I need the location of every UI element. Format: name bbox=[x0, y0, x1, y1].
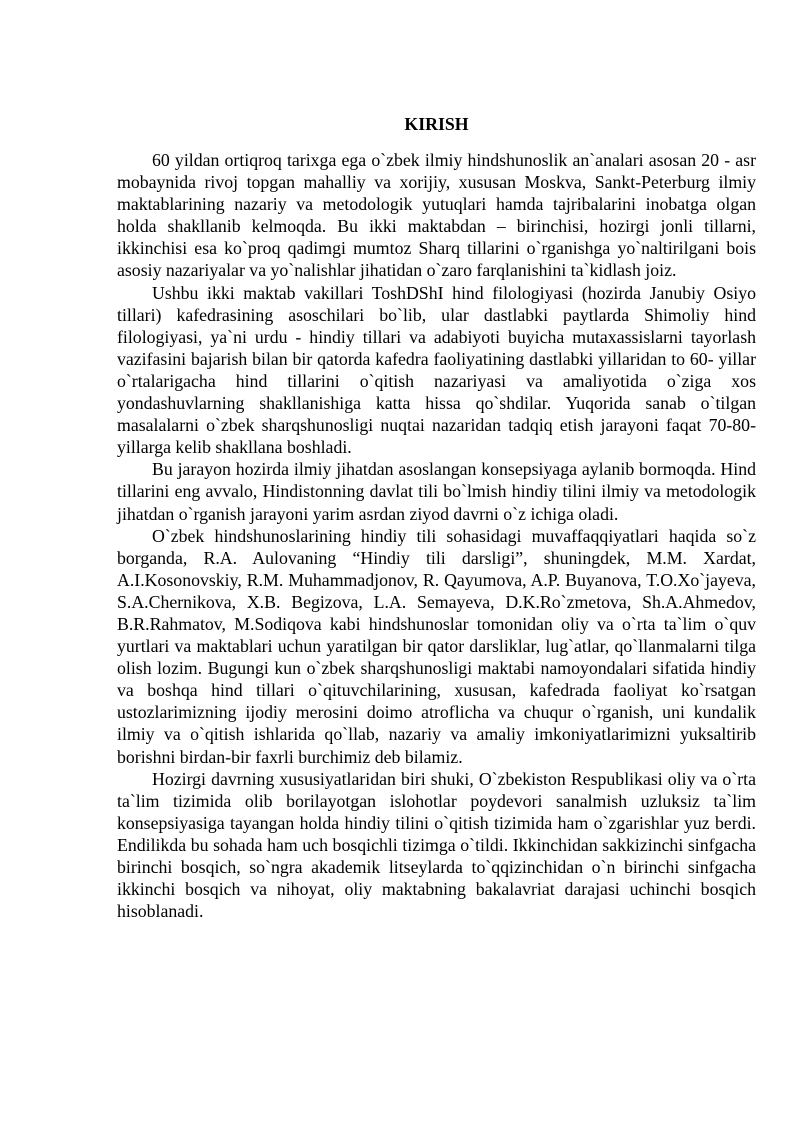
section-title: KIRISH bbox=[404, 114, 469, 134]
paragraph-4: O`zbek hindshunoslarining hindiy tili sohasidagi muvaffaqqiyatlari haqida so`z borganda, R.A. Aulovaning “Hindiy tili darsligi”, shuningdek, M.M. Xardat, A.I.Kosonovskiy, R.M. Muhammadjonov, R. Qayumova, A.P. Buyanova, T.O.Xo`jayeva, S.A.Chernikova, X.B. Begizova, L.A. Semayeva, D.K.Ro`zmetova, Sh.A.Ahmedov, B.R.Rahmatov, M.Sodiqova kabi hindshunoslar tomonidan oliy va o`rta ta`lim o`quv yurtlari va maktablari uchun yaratilgan bir qator darsliklar, lug`atlar, qo`llanmalarni tilga olish lozim. Bugungi kun o`zbek sharqshunosligi maktabi namoyondalari sifatida hindiy va boshqa hind tillari o`qituvchilarining, xususan, kafedrada faoliyat ko`rsatgan ustozlarimizning ijodiy merosini doimo atroflicha va chuqur o`rganish, uni kundalik ilmiy va o`qitish ishlarida qo`llab, nazariy va amaliy imkoniyatlarimizni yuksaltirib borishni birdan-bir faxrli burchimiz deb bilamiz. bbox=[117, 525, 756, 767]
paragraph-2: Ushbu ikki maktab vakillari ToshDShI hind filologiyasi (hozirda Janubiy Osiyo tillari) kafedrasining asoschilari bo`lib, ular dastlabki paytlarda Shimoliy hind filologiyasi, ya`ni urdu - hindiy tillari va adabiyoti buyicha mutaxassislarni tayorlash vazifasini bajarish bilan bir qatorda kafedra faoliyatining dastlabki yillaridan to 60- yillar o`rtalarigacha hind tillarini o`qitish nazariyasi va amaliyotida o`ziga xos yondashuvlarning shakllanishiga katta hissa qo`shdilar. Yuqorida sanab o`tilgan masalalarni o`zbek sharqshunosligi nuqtai nazaridan tadqiq etish jarayoni faqat 70-80-yillarga kelib shakllana boshladi. bbox=[117, 282, 756, 458]
paragraph-3: Bu jarayon hozirda ilmiy jihatdan asoslangan konsepsiyaga aylanib bormoqda. Hind tillarini eng avvalo, Hindistonning davlat tili bo`lmish hindiy tilini ilmiy va metodologik jihatdan o`rganish jarayoni yarim asrdan ziyod davrni o`z ichiga oladi. bbox=[117, 459, 756, 524]
document-page bbox=[117, 113, 756, 922]
paragraph-1: 60 yildan ortiqroq tarixga ega o`zbek ilmiy hindshunoslik an`analari asosan 20 - asr mobaynida rivoj topgan mahalliy va xorijiy, xususan Moskva, Sankt-Peterburg ilmiy maktablarining nazariy va metodologik yutuqlari hamda tajribalarini inobatga olgan holda shakllanib kelmoqda. Bu ikki maktabdan – birinchisi, hozirgi jonli tillarni, ikkinchisi esa ko`proq qadimgi mumtoz Sharq tillarini o`rganishga yo`naltirilgani bois asosiy nazariyalar va yo`nalishlar jihatidan o`zaro farqlanishini ta`kidlash joiz. bbox=[117, 150, 756, 281]
paragraph-5: Hozirgi davrning xususiyatlaridan biri shuki, O`zbekiston Respublikasi oliy va o`rta ta`lim tizimida olib borilayotgan islohotlar poydevori sanalmish uzluksiz ta`lim konsepsiyasiga tayangan holda hindiy tilini o`qitish tizimida ham o`zgarishlar yuz berdi. Endilikda bu sohada ham uch bosqichli tizimga o`tildi. Ikkinchidan sakkizinchi sinfgacha birinchi bosqich, so`ngra akademik litseylarda to`qqizinchidan o`n birinchi sinfgacha ikkinchi bosqich va nihoyat, oliy maktabning bakalavriat darajasi uchinchi bosqich hisoblanadi. bbox=[117, 768, 756, 922]
